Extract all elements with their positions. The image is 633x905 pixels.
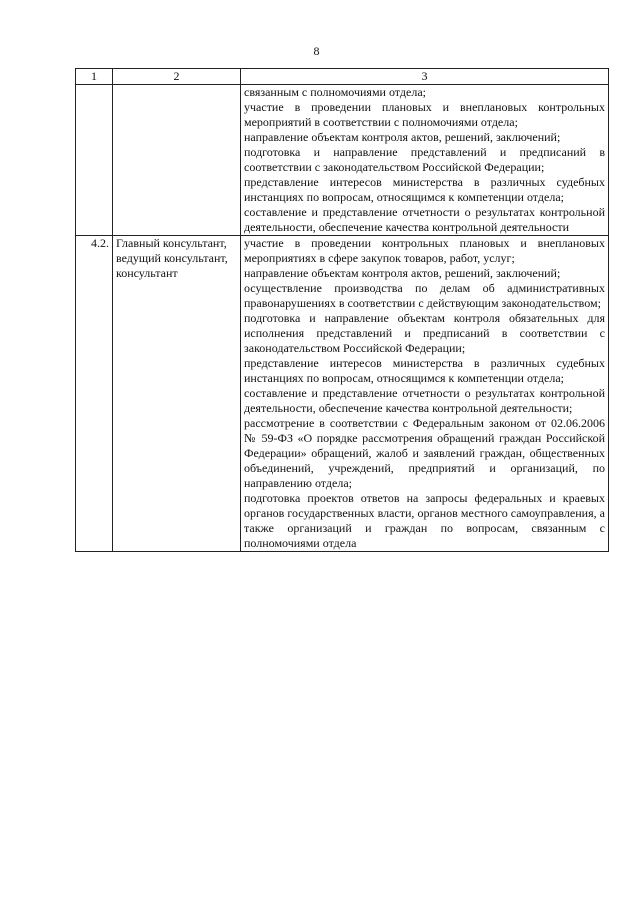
duty-item: составление и представление отчетности о результатах контрольной деятельности, обеспечение качества контрольной деятельности [244, 205, 605, 234]
duties-cell [241, 85, 609, 236]
duty-item: рассмотрение в соответствии с Федеральным законом от 02.06.2006 № 59-ФЗ «О порядке рассмотрения обращений граждан Российской Федерации» обращений, жалоб и заявлений граждан, общественных объединений, учреждений, предприятий и организаций, по направлению отдела; [244, 416, 605, 490]
duty-item: подготовка проектов ответов на запросы федеральных и краевых органов государственных власти, органов местного самоуправления, а также организаций и граждан по вопросам, связанным с полномочиями отдела [244, 491, 605, 550]
row-number: 4.2. [76, 236, 113, 552]
table-row [76, 85, 609, 236]
duties-table [75, 68, 609, 552]
duty-item: представление интересов министерства в различных судебных инстанциях по вопросам, относящимся к компетенции отдела; [244, 356, 605, 385]
duty-item: подготовка и направление представлений и предписаний в соответствии с законодательством Российской Федерации; [244, 145, 605, 174]
duty-item: направление объектам контроля актов, решений, заключений; [244, 266, 561, 280]
position-title [113, 85, 241, 236]
duties-cell [241, 236, 609, 552]
header-cell-3: 3 [241, 69, 609, 85]
duty-item: направление объектам контроля актов, решений, заключений; [244, 130, 561, 144]
duty-item: представление интересов министерства в различных судебных инстанциях по вопросам, относящимся к компетенции отдела; [244, 175, 605, 204]
table-row [76, 236, 609, 552]
duty-item: связанным с полномочиями отдела; [244, 85, 426, 99]
duty-item: участие в проведении контрольных плановых и внеплановых мероприятиях в сфере закупок товаров, работ, услуг; [244, 236, 605, 265]
page-number: 8 [313, 44, 320, 58]
duty-item: осуществление производства по делам об административных правонарушениях в соответствии с действующим законодательством; [244, 281, 605, 310]
header-cell-1: 1 [76, 69, 113, 85]
duty-item: составление и представление отчетности о результатах контрольной деятельности, обеспечение качества контрольной деятельности; [244, 386, 605, 415]
header-cell-2: 2 [113, 69, 241, 85]
duty-item: участие в проведении плановых и внеплановых контрольных мероприятий в соответствии с полномочиями отдела; [244, 100, 605, 129]
duty-item: подготовка и направление объектам контроля обязательных для исполнения представлений и предписаний в соответствии с законодательством Российской Федерации; [244, 311, 605, 355]
row-number [76, 85, 113, 236]
position-title: Главный консультант, ведущий консультант, консультант [113, 236, 241, 552]
header-row [76, 69, 609, 85]
